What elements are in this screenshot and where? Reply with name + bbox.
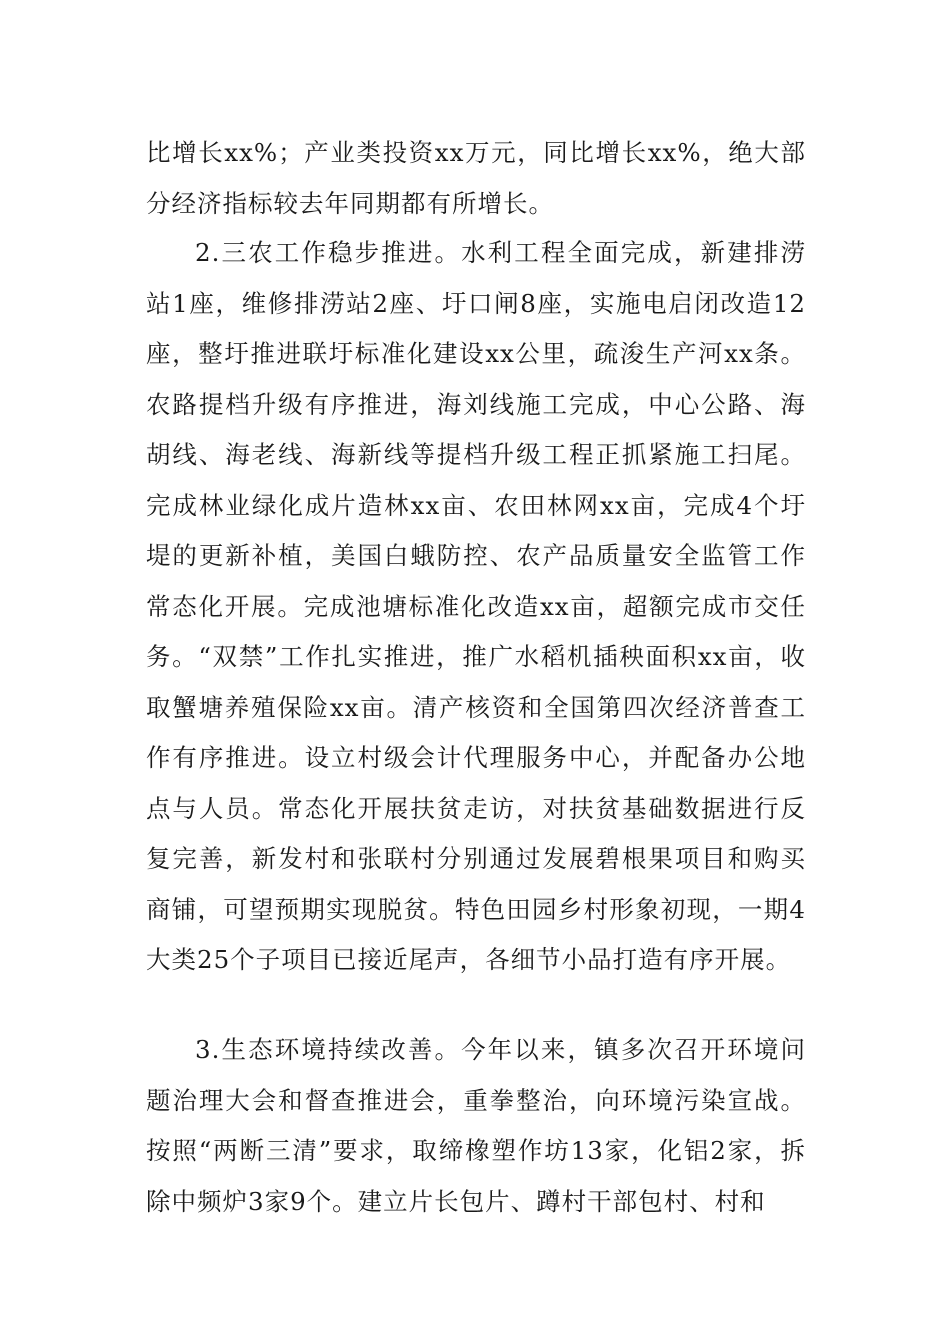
paragraph-continuation: 比增长xx%；产业类投资xx万元，同比增长xx%，绝大部分经济指标较去年同期都有所增长。 xyxy=(146,138,806,218)
paragraph-agriculture: 2.三农工作稳步推进。水利工程全面完成，新建排涝站1座，维修排涝站2座、圩口闸8座，实施电启闭改造12座，整圩推进联圩标准化建设xx公里，疏浚生产河xx条。农路提档升级有序推进，海刘线施工完成，中心公路、海胡线、海老线、海新线等提档升级工程正抓紧施工扫尾。完成林业绿化成片造林xx亩、农田林网xx亩，完成4个圩堤的更新补植，美国白蛾防控、农产品质量安全监管工作常态化开展。完成池塘标准化改造xx亩，超额完成市交任务。“双禁”工作扎实推进，推广水稻机插秧面积xx亩，收取蟹塘养殖保险xx亩。清产核资和全国第四次经济普查工作有序推进。设立村级会计代理服务中心，并配备办公地点与人员。常态化开展扶贫走访，对扶贫基础数据进行反复完善，新发村和张联村分别通过发展碧根果项目和购买商铺，可望预期实现脱贫。特色田园乡村形象初现，一期4大类25个子项目已接近尾声，各细节小品打造有序开展。 xyxy=(146,238,806,974)
paragraph-ecology: 3.生态环境持续改善。今年以来，镇多次召开环境问题治理大会和督查推进会，重拳整治，向环境污染宣战。按照“两断三清”要求，取缔橡塑作坊13家，化铝2家，拆除中频炉3家9个。建立片长包片、蹲村干部包村、村和 xyxy=(146,1035,806,1216)
